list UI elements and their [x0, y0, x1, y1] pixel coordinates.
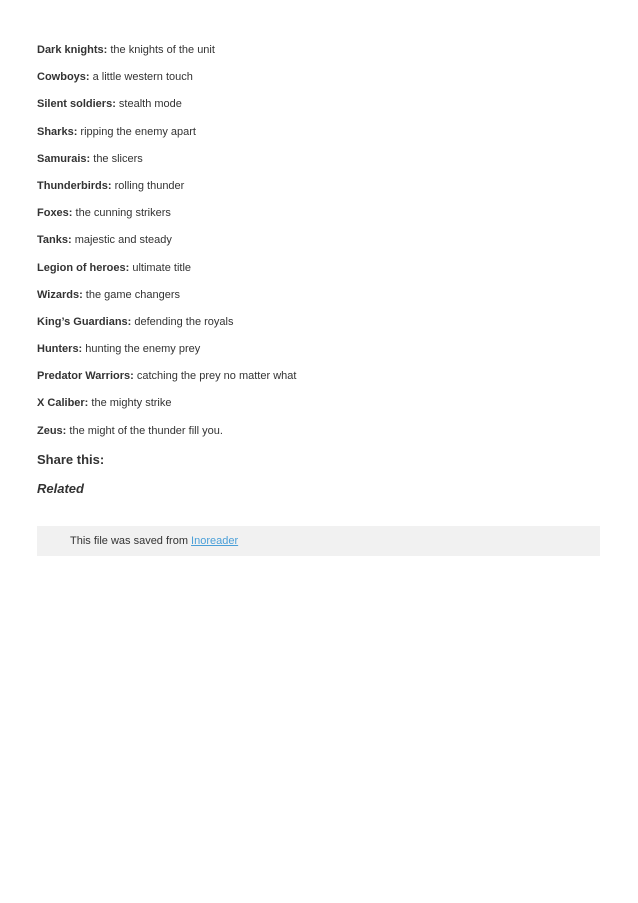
- item-description: the might of the thunder fill you.: [66, 424, 223, 437]
- item-description: majestic and steady: [71, 234, 172, 247]
- list-item: [37, 315, 597, 342]
- item-term: Silent soldiers:: [37, 98, 116, 111]
- item-term: Foxes:: [37, 207, 73, 220]
- item-description: a little western touch: [89, 71, 193, 84]
- saved-from-prefix: This file was saved from: [70, 535, 192, 547]
- item-term: Predator Warriors:: [37, 370, 134, 383]
- item-description: defending the royals: [131, 315, 234, 328]
- list-item: [37, 179, 597, 206]
- list-item: [37, 97, 597, 124]
- item-description: hunting the enemy prey: [82, 343, 201, 356]
- item-term: X Caliber:: [37, 397, 89, 410]
- inoreader-link[interactable]: Inoreader: [191, 535, 239, 547]
- item-term: King’s Guardians:: [37, 315, 132, 328]
- item-description: ultimate title: [129, 261, 192, 274]
- item-description: catching the prey no matter what: [133, 370, 297, 383]
- item-description: rolling thunder: [111, 179, 185, 192]
- item-term: Samurais:: [37, 152, 91, 165]
- list-item: [37, 261, 597, 288]
- item-description: stealth mode: [115, 98, 182, 111]
- list-item: [37, 424, 597, 451]
- list-item: [37, 70, 597, 97]
- item-description: the game changers: [82, 288, 180, 301]
- item-term: Zeus:: [37, 424, 67, 437]
- team-name-list: [37, 43, 597, 451]
- list-item: [37, 233, 597, 260]
- item-term: Hunters:: [37, 343, 83, 356]
- share-heading: Share this:: [37, 452, 105, 467]
- item-description: the knights of the unit: [107, 44, 215, 56]
- list-item: [37, 43, 597, 70]
- related-heading: Related: [37, 481, 84, 496]
- item-description: the cunning strikers: [72, 207, 171, 220]
- item-term: Thunderbirds:: [37, 179, 112, 192]
- item-description: the mighty strike: [88, 397, 172, 410]
- list-item: [37, 396, 597, 423]
- list-item: [37, 125, 597, 152]
- item-term: Wizards:: [37, 288, 83, 301]
- item-description: ripping the enemy apart: [77, 125, 196, 138]
- item-term: Dark knights:: [37, 44, 108, 56]
- list-item: [37, 152, 597, 179]
- item-term: Tanks:: [37, 234, 72, 247]
- list-item: [37, 288, 597, 315]
- saved-from-text: [70, 535, 238, 548]
- list-item: [37, 342, 597, 369]
- list-item: [37, 206, 597, 233]
- item-term: Legion of heroes:: [37, 261, 130, 274]
- list-item: [37, 369, 597, 396]
- item-term: Sharks:: [37, 125, 78, 138]
- saved-from-banner: [37, 526, 600, 556]
- item-term: Cowboys:: [37, 71, 90, 84]
- item-description: the slicers: [90, 152, 143, 165]
